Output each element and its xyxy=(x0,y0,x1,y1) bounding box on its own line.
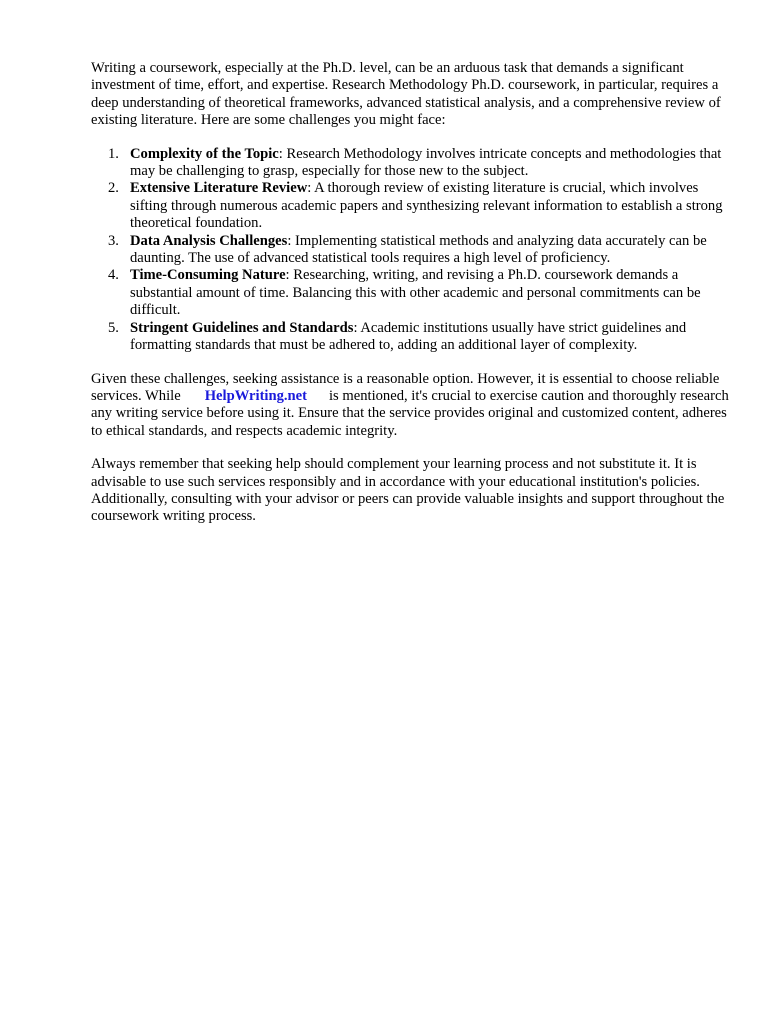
challenge-item xyxy=(91,320,731,355)
challenge-title: Complexity of the Topic xyxy=(130,145,279,162)
challenge-number: 2. xyxy=(108,180,119,197)
assistance-text-after: is mentioned, it's crucial to exercise caution and thoroughly research any writing service before using it. Ensure that the service provides original and customized content, adheres to ethical standards, and respects academic integrity. xyxy=(91,387,729,439)
document-page xyxy=(91,60,731,542)
challenge-item xyxy=(91,146,731,181)
challenge-number: 1. xyxy=(108,145,119,162)
challenge-item xyxy=(91,180,731,232)
challenge-title: Data Analysis Challenges xyxy=(130,232,288,249)
challenge-text: : Implementing statistical methods and analyzing data accurately can be daunting. The use of advanced statistical tools requires a high level of proficiency. xyxy=(130,232,707,267)
helpwriting-link[interactable]: HelpWriting.net xyxy=(204,387,307,404)
intro-paragraph: Writing a coursework, especially at the Ph.D. level, can be an arduous task that demands a significant investment of time, effort, and expertise. Research Methodology Ph.D. coursework, in particular, requires a deep understanding of theoretical frameworks, advanced statistical analysis, and a comprehensive review of existing literature. Here are some challenges you might face: xyxy=(91,60,721,129)
challenge-number: 3. xyxy=(108,232,119,249)
challenge-item xyxy=(91,267,731,319)
challenge-title: Time-Consuming Nature xyxy=(130,267,286,284)
assistance-text-before: Given these challenges, seeking assistance is a reasonable option. However, it is essential to choose reliable services. While xyxy=(91,370,720,404)
assistance-paragraph xyxy=(91,371,731,441)
challenge-title: Stringent Guidelines and Standards xyxy=(130,319,354,336)
challenge-item xyxy=(91,233,731,268)
challenge-number: 5. xyxy=(108,319,119,336)
challenge-title: Extensive Literature Review xyxy=(130,180,308,197)
challenge-number: 4. xyxy=(108,267,119,284)
challenge-text: : Research Methodology involves intricate concepts and methodologies that may be challenging to grasp, especially for those new to the subject. xyxy=(130,145,722,180)
challenge-text: : Researching, writing, and revising a Ph.D. coursework demands a substantial amount of time. Balancing this with other academic and personal commitments can be difficult. xyxy=(130,267,701,319)
challenges-list xyxy=(91,146,731,355)
challenge-text: : Academic institutions usually have strict guidelines and formatting standards that must be adhered to, adding an additional layer of complexity. xyxy=(130,319,687,354)
challenge-text: : A thorough review of existing literature is crucial, which involves sifting through numerous academic papers and synthesizing relevant information to establish a strong theoretical foundation. xyxy=(130,180,723,232)
reminder-paragraph: Always remember that seeking help should complement your learning process and not substitute it. It is advisable to use such services responsibly and in accordance with your educational institution's policies. Additionally, consulting with your advisor or peers can provide valuable insights and support throughout the coursework writing process. xyxy=(91,456,725,525)
